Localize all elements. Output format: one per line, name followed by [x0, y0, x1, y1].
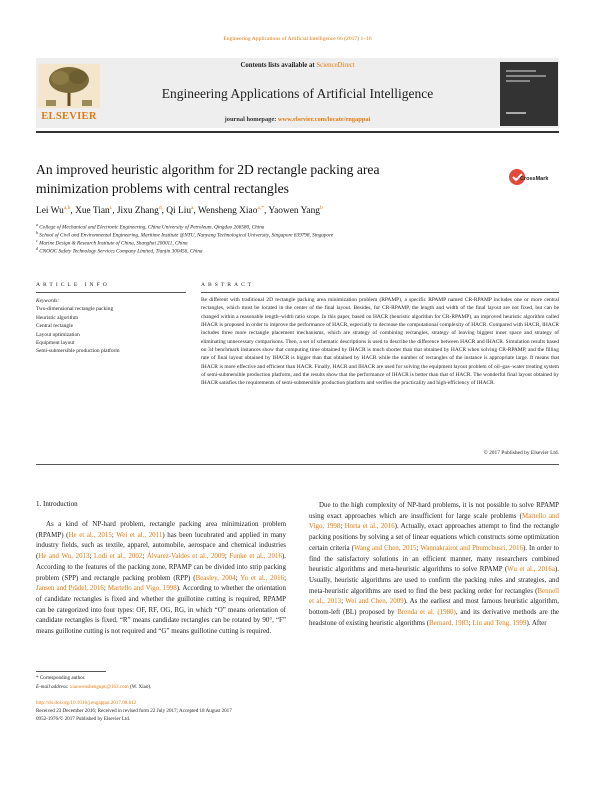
intro-right-column	[309, 500, 559, 628]
body-text: ;	[103, 584, 108, 593]
body-text: ;	[341, 597, 346, 606]
doi-line	[36, 700, 136, 706]
author-name[interactable]: Yaowen Yang	[268, 206, 320, 217]
citation-link[interactable]: Yu et al., 2016	[240, 573, 285, 582]
article-title-line1: An improved heuristic algorithm for 2D rectangle packing area	[36, 162, 380, 177]
body-text: ;	[142, 552, 147, 561]
contents-prefix: Contents lists available at	[240, 62, 317, 69]
header-rule	[36, 131, 559, 133]
affiliation-mark: b	[36, 230, 38, 235]
affiliation-text: CNOOC Safety Technology Services Company Limited, Tianjin 300456, China	[39, 248, 203, 255]
abstract-text: Be different with traditional 2D rectangle packing area minimization problem (RPAMP), a specific RPAMP named CR-RPAMP includes one or more central rectangles, which must be located in the center of the final layout. Besides, for CR-RPAMP, the length and width of the final layout are not fixed, but can be changed within a reasonable length–width ratio scope. In this paper, based on HACR (heuristic algorithm for CR-RPAMP), an improved heuristic algorithm called IHACR is proposed in order to improve the performance of HACR, especially to decrease the computational complexity of HACR. Compared with HACR, IHACR includes three more rectangle placement mechanisms, which are strategy of combining rectangles, strategy of leaving biggest inner space and strategy of eliminating unnecessary comparisons. Then, a set of schematic descriptions is used to describe the difference between HACR and IHACR. Simulation results based on 34 benchmark instances show that computing time obtained by IHACR is much shorter than that obtained by HACR when solving CR-RPAMP, and the filling rate of final layout obtained by IHACR is bigger than that obtained by HACR while the number of rectangles of the instance is appropriate large. It means that IHACR is more effective and efficient than HACR. Finally, HACR and IHACR are used for solving the equipment layout problem of oil–gas–water treating system of semi-submersible production platform, and the results show that the performance of IHACR is better than that of HACR. The wonderful final layout obtained by IHACR satisfies the requirements of semi-submersible production platform and verifies the practicality and high-efficiency of IHACR.	[201, 297, 559, 387]
author-affiliation-mark: b	[319, 205, 323, 211]
body-text: ;	[468, 618, 473, 627]
citation-link[interactable]: He and Wu, 2013	[38, 552, 90, 561]
citation-link[interactable]: Wei and Chen, 2009	[345, 597, 404, 606]
citation-link[interactable]: Horta et al., 2016	[344, 522, 395, 531]
body-text: ). As the earliest and most famous heuristic algorithm, bottom-left (BL) proposed by	[309, 597, 559, 617]
abstract-rule	[201, 292, 559, 293]
body-text: , and its derivative methods are the headstone of existing heuristic algorithms (	[309, 608, 560, 627]
affiliation-mark: d	[36, 246, 38, 251]
citation-link[interactable]: Wannakrairot and Phumchusri, 2016	[420, 543, 523, 552]
article-title	[36, 160, 476, 198]
body-text: ). After	[526, 618, 547, 627]
body-text: ;	[416, 543, 421, 552]
crossmark-label[interactable]: CrossMark	[520, 176, 549, 182]
journal-cover-thumbnail	[500, 62, 558, 126]
body-text: ) has been lucubrated and applied in many industry fields, such as textile, apparel, automobile, aerospace and chemical industries (	[36, 530, 286, 561]
citation-link[interactable]: Liu and Teng, 1999	[472, 618, 527, 627]
copyright-notice: © 2017 Published by Elsevier Ltd.	[483, 450, 559, 456]
article-info-rule	[36, 292, 186, 293]
citation-link[interactable]: Wang and Chen, 2015	[353, 543, 417, 552]
author-name[interactable]: Qi Liu	[166, 206, 192, 217]
intro-left-column	[36, 519, 286, 637]
body-text: ). Usually, heuristic algorithms are used to confirm the packing rules and strategies, and meta-heuristic algorithms are used to find the best packing order for rectangles (	[309, 565, 559, 595]
keyword: Two-dimensional rectangle packing	[36, 306, 114, 313]
abstract-heading: ABSTRACT	[201, 282, 255, 288]
article-info-heading: ARTICLE INFO	[36, 282, 110, 288]
keyword: Heuristic algorithm	[36, 314, 79, 321]
running-header: Engineering Applications of Artificial Intelligence 66 (2017) 1–16	[223, 36, 372, 42]
keyword: Central rectangle	[36, 323, 73, 330]
body-text: ;	[224, 552, 230, 561]
journal-title: Engineering Applications of Artificial Intelligence	[161, 86, 434, 101]
article-title-line2: minimization problems with central rectangles	[36, 181, 289, 196]
body-text: ). According to whether the orientation of candidate rectangles is fixed and whether the guillotine cutting is required, RPAMP can be categorized into four types: OF, RF, OG, RG, in which “O” means orientation of candidate rectangles is fixed, “R” means candidate rectangles can be rotated by 90°, “F” means guillotine cutting is not required and “G” means guillotine cutting is required.	[36, 584, 286, 636]
keyword: Layout optimization	[36, 331, 80, 338]
body-text: As a kind of NP-hard problem, rectangle packing area minimization problem (RPAMP) (	[36, 520, 286, 539]
abstract-bottom-rule	[36, 464, 559, 465]
corresponding-author-note: * Corresponding author.	[36, 675, 86, 681]
affiliation-text: Marine Design & Research Institute of China, Shanghai 200011, China	[39, 240, 188, 247]
email-suffix: (W. Xiao).	[128, 684, 152, 690]
citation-link[interactable]: Brenda et al. (1980)	[397, 608, 456, 617]
citation-link[interactable]: He et al., 2015	[68, 530, 112, 539]
citation-link[interactable]: Álvarez-Valdes et al., 2009	[146, 552, 225, 561]
author-affiliation-mark: a,b	[63, 205, 71, 211]
body-text: ;	[235, 573, 241, 582]
author-list: Lei Wu$^{a,b}$, Xue Tian$^c$, Jixu Zhang$^d$, Qi Liu$^a$, Wensheng Xiao$^{a,*}$, Yaowen Yang$^b$	[36, 205, 323, 217]
citation-link[interactable]: Martello and Vigo, 1998	[309, 511, 559, 531]
body-text: ;	[284, 573, 286, 582]
author-affiliation-mark: a,*	[257, 205, 264, 211]
author-affiliation-mark: a	[191, 205, 194, 211]
affiliation-mark: a	[36, 222, 38, 227]
publisher-name: ELSEVIER	[41, 111, 97, 122]
email-label: E-mail address:	[36, 684, 70, 690]
author-name[interactable]: Lei Wu	[36, 206, 64, 217]
keywords-label: Keywords:	[36, 298, 60, 304]
citation-link[interactable]: Lodi et al., 2002	[94, 552, 143, 561]
citation-link[interactable]: Beasley, 2004	[195, 573, 236, 582]
doi-link[interactable]: http://dx.doi.org/10.1016/j.engappai.2017.08.012	[36, 700, 137, 706]
affiliation-mark: c	[36, 238, 38, 243]
citation-link[interactable]: Wei et al., 2011	[116, 530, 163, 539]
keyword: Semi-submersible production platform	[36, 348, 120, 355]
footnote-rule	[36, 671, 106, 672]
homepage-link[interactable]: www.elsevier.com/locate/engappai	[277, 116, 371, 123]
body-text: ). According to the features of the packing zone, RPAMP can be divided into strip packing problem (SPP) and rectangle packing problem (RPP) (	[36, 552, 286, 582]
citation-link[interactable]: Jansen and Prädel, 2016	[36, 584, 104, 593]
homepage-prefix: journal homepage:	[224, 116, 278, 123]
body-text: ;	[111, 530, 117, 539]
email-footnote	[36, 684, 151, 690]
citation-link[interactable]: Wu et al., 2016a	[507, 565, 555, 574]
sciencedirect-link[interactable]: ScienceDirect	[316, 62, 355, 69]
body-text: ). In order to find the satisfactory solutions in an efficient manner, many researchers combined heuristic algorithms and meta-heuristic algorithms to solve RPAMP (	[309, 543, 559, 574]
affiliation	[36, 246, 556, 255]
body-text: ;	[89, 552, 95, 561]
issn-line: 0952-1976/© 2017 Published by Elsevier Ltd.	[36, 716, 131, 722]
author-name[interactable]: Xue Tian	[75, 206, 110, 217]
body-text: ;	[340, 522, 345, 531]
body-text: ). Actually, exact approaches attempt to find the rectangle packing positions by solving a set of linear equations which constructs some optimization certain criteria (	[309, 522, 559, 552]
author-name[interactable]: Jixu Zhang	[116, 206, 159, 217]
keywords-block	[36, 297, 186, 356]
author-name[interactable]: Wensheng Xiao	[198, 206, 258, 217]
body-text: Due to the high complexity of NP-hard problems, it is not possible to solve RPAMP using exact approaches which are insufficient for large scale problems (	[309, 501, 559, 520]
received-dates: Received 23 December 2016; Received in revised form 22 July 2017; Accepted 18 August 2017	[36, 708, 232, 714]
citation-link[interactable]: Bennell et al., 2013	[309, 586, 559, 606]
email-link[interactable]: xiaowenshengupc@163.com	[69, 684, 129, 690]
keyword: Equipment layout	[36, 340, 75, 347]
citation-link[interactable]: Bernard, 1983	[429, 618, 469, 627]
section-heading-introduction: 1. Introduction	[36, 500, 78, 508]
affiliation-text: College of Mechanical and Electronic Engineering, China University of Petroleum, Qingdao 266580, China	[39, 224, 265, 231]
affiliation-text: School of Civil and Environmental Engineering, Maritime Institute @NTU, Nanyang Technological University, Singapore 639798, Singapore	[39, 232, 334, 239]
author-affiliation-mark: d	[158, 205, 162, 211]
author-affiliation-mark: c	[109, 205, 113, 211]
citation-link[interactable]: Martello and Vigo, 1998	[107, 584, 177, 593]
citation-link[interactable]: Funke et al., 2016	[229, 552, 282, 561]
